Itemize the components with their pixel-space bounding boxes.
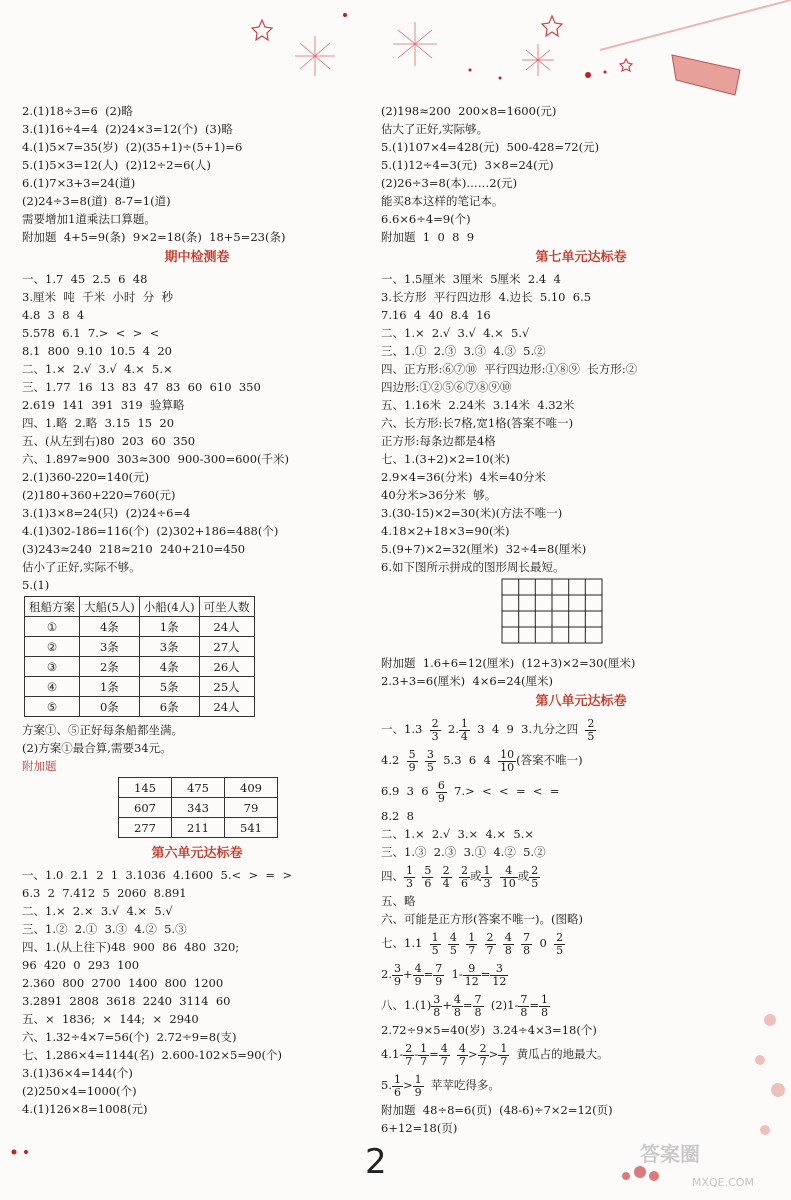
answer-line: 4.(1)126×8=1008(元) [22, 1102, 148, 1116]
table-cell: 475 [172, 778, 225, 798]
table-cell: 26人 [199, 657, 254, 677]
fraction: $\frac{2}{5}$ [556, 930, 564, 957]
answer-line: 3.(1)36×4=144(个) [22, 1066, 133, 1080]
answer-line: 估小了正好,实际不够。 [22, 560, 141, 574]
answer-line: 5.(1)107×4=428(元) 500-428=72(元) [381, 140, 600, 154]
fraction: $\frac{1}{5}$ [431, 930, 439, 957]
answer-line: 3.厘米 吨 千米 小时 分 秒 [22, 290, 174, 304]
answer-line: 一、1.5厘米 3厘米 5厘米 2.4 4 [381, 272, 561, 286]
answer-line: 附加题 48÷8=6(页) (48-6)÷7×2=12(页) [381, 1103, 613, 1117]
answer-line: 七、1.1 $\frac{1}{5}$ $\frac{4}{5}$ $\frac{1}{7}$ $\frac{2}{7}$ $\frac{4}{8}$ $\frac{7}{8}$ 0 $\frac{2}{5}$ [381, 930, 564, 957]
fraction: $\frac{4}{7}$ [459, 1041, 467, 1068]
pencil-box-icon [600, 0, 791, 95]
section-title-unit6: 第六单元达标卷 [151, 846, 243, 861]
fraction: $\frac{2}{7}$ [479, 1041, 487, 1068]
answer-line: 6+12=18(页) [381, 1121, 458, 1135]
fraction: $\frac{9}{12}$ [464, 961, 479, 988]
answer-line: 3.2891 2808 3618 2240 3114 60 [22, 994, 231, 1008]
answer-line: 4.8 3 8 4 [22, 308, 85, 322]
fraction: $\frac{1}{9}$ [414, 1072, 422, 1099]
table-cell: 277 [119, 818, 172, 838]
answer-line: 4.(1)302-186=116(个) (2)302+186=488(个) [22, 524, 279, 538]
fraction: $\frac{2}{7}$ [486, 930, 494, 957]
answer-line: 三、1.77 16 13 83 47 83 60 610 350 [22, 380, 261, 394]
fraction: $\frac{1}{8}$ [541, 992, 548, 1019]
fraction: $\frac{10}{10}$ [500, 747, 515, 774]
answer-line: 3.(30-15)×2=30(米)(方法不唯一) [381, 506, 563, 520]
answer-line: 附加题 1 0 8 9 [381, 230, 475, 244]
fraction: $\frac{3}{5}$ [426, 747, 434, 774]
answer-line: 4.18×2+18×3=90(米) [381, 524, 510, 538]
answer-line: 5. $\frac{1}{6}$ > $\frac{1}{9}$ 苹苹吃得多。 [381, 1072, 500, 1099]
answer-line: (2)24÷3=8(道) 8-7=1(道) [22, 194, 171, 208]
answer-line: (2)方案①最合算,需要34元。 [22, 741, 172, 755]
answer-line: 40分米>36分米 够。 [381, 488, 497, 502]
table-row [119, 778, 278, 798]
answer-line: 6.6×6÷4=9(个) [381, 212, 471, 226]
table-cell: 1条 [139, 617, 199, 637]
answer-line: 2.72÷9×5=40(岁) 3.24÷4×3=18(个) [381, 1023, 597, 1037]
answer-line: 5.(1) [22, 578, 50, 592]
fraction: $\frac{2}{5}$ [531, 863, 539, 890]
answer-line: (2)250×4=1000(个) [22, 1084, 137, 1098]
firework-icon [295, 22, 554, 76]
answer-line: 能买8本这样的笔记本。 [381, 194, 504, 208]
fraction: $\frac{1}{7}$ [468, 930, 476, 957]
fraction: $\frac{3}{9}$ [393, 961, 401, 988]
table-cell: 27人 [199, 637, 254, 657]
answer-line: 四、1.略 2.略 3.15 15 20 [22, 416, 175, 430]
table-row [25, 677, 255, 697]
fraction: $\frac{4}{8}$ [504, 930, 512, 957]
section-title-unit8: 第八单元达标卷 [535, 694, 627, 709]
answer-line: (2)26÷3=8(本)……2(元) [381, 176, 518, 190]
answer-line: 5.(1)5×3=12(人) (2)12÷2=6(人) [22, 158, 211, 172]
left-top-block [22, 102, 372, 246]
answer-line: 二、1.× 2.√ 3.× 4.× 5.× [381, 827, 534, 841]
fraction: $\frac{3}{8}$ [433, 992, 441, 1019]
table-row [25, 637, 255, 657]
answer-line: 需要增加1道乘法口算题。 [22, 212, 156, 226]
right-top-block [381, 102, 781, 246]
answer-line: 一、1.0 2.1 2 1 3.1036 4.1600 5.< > = > [22, 868, 293, 882]
table-cell: ② [25, 637, 80, 657]
fraction: $\frac{7}{8}$ [523, 930, 531, 957]
watermark-url: MXQE.COM [692, 1176, 754, 1189]
answer-line: 4.(1)5×7=35(岁) (2)(35+1)÷(5+1)=6 [22, 140, 243, 154]
table-cell: ① [25, 617, 80, 637]
table-cell: 6条 [139, 697, 199, 717]
fraction: $\frac{7}{9}$ [435, 961, 443, 988]
answer-line: 二、1.× 2.√ 3.√ 4.× 5.√ [381, 326, 530, 340]
answer-line: 四、 $\frac{1}{3}$ $\frac{5}{6}$ $\frac{2}{4}$ $\frac{2}{6}$ 或 $\frac{1}{3}$ $\frac{4}{10}$ 或 $\frac{2}{5}$ [381, 863, 539, 890]
fraction: $\frac{1}{4}$ [460, 716, 468, 743]
answer-line: 二、1.× 2.× 3.√ 4.× 5.√ [22, 904, 173, 918]
dot-decoration [343, 13, 607, 80]
table-cell: 1条 [80, 677, 140, 697]
fraction: $\frac{2}{4}$ [442, 863, 450, 890]
answer-line: 五、(从左到右)80 203 60 350 [22, 434, 196, 448]
answer-line: 四边形:①②⑤⑥⑦⑧⑨⑩ [381, 380, 512, 394]
table-row [119, 798, 278, 818]
fraction: $\frac{4}{7}$ [440, 1041, 448, 1068]
table-cell: ③ [25, 657, 80, 677]
answer-line: 2.(1)18÷3=6 (2)略 [22, 104, 133, 118]
answer-line: 一、1.7 45 2.5 6 48 [22, 272, 148, 286]
answer-line: (2)198≈200 200×8=1600(元) [381, 104, 557, 118]
fraction: $\frac{4}{5}$ [449, 930, 457, 957]
table-cell: 2条 [80, 657, 140, 677]
section-title-midterm: 期中检测卷 [164, 250, 230, 265]
table-cell: ⑤ [25, 697, 80, 717]
fraction: $\frac{1}{3}$ [483, 863, 491, 890]
answer-line: 7.16 4 40 8.4 16 [381, 308, 491, 322]
table-header-cell: 大船(5人) [80, 597, 140, 617]
answer-line: 2.(1)360-220=140(元) [22, 470, 150, 484]
answer-line: 4.2 $\frac{5}{9}$ $\frac{3}{5}$ 5.3 6 4 $\frac{10}{10}$ (答案不唯一) [381, 747, 583, 774]
answer-line: 6.如下图所示拼成的图形周长最短。 [381, 560, 565, 574]
bonus-label: 附加题 [22, 759, 57, 773]
table-row [119, 818, 278, 838]
table-cell: 3条 [80, 637, 140, 657]
fraction: $\frac{1}{6}$ [393, 1072, 401, 1099]
answer-line: 5.578 6.1 7.> < > < [22, 326, 160, 340]
table-cell: 24人 [199, 617, 254, 637]
grid-figure [501, 578, 603, 644]
fraction: $\frac{2}{3}$ [431, 716, 439, 743]
answer-line: 六、1.32÷4×7=56(个) 2.72÷9=8(支) [22, 1030, 237, 1044]
answer-line: 三、1.③ 2.③ 3.① 4.② 5.② [381, 845, 546, 859]
unit6-block [22, 866, 372, 1118]
answer-line: 4.1- $\frac{2}{7}$ - $\frac{1}{7}$ = $\frac{4}{7}$ $\frac{4}{7}$ > $\frac{2}{7}$ > $\frac{1}{7}$ 黄瓜占的地最大。 [381, 1041, 609, 1068]
bottom-left-dots [12, 1150, 29, 1155]
answer-line: 四、正方形:⑥⑦⑩ 平行四边形:①⑧⑨ 长方形:② [381, 362, 638, 376]
table-row [25, 657, 255, 677]
table-cell: 343 [172, 798, 225, 818]
answer-line: 附加题 1.6+6=12(厘米) (12+3)×2=30(厘米) [381, 656, 636, 670]
answer-line: 正方形:每条边都是4格 [381, 434, 496, 448]
table-header-cell: 可坐人数 [199, 597, 254, 617]
fraction: $\frac{5}{6}$ [424, 863, 432, 890]
fraction: $\frac{2}{5}$ [587, 716, 595, 743]
answer-line: 三、1.① 2.③ 3.③ 4.③ 5.② [381, 344, 546, 358]
answer-line: 五、× 1836; × 144; × 2940 [22, 1012, 199, 1026]
fraction: $\frac{7}{8}$ [474, 992, 482, 1019]
table-row [25, 697, 255, 717]
table-header-cell: 小船(4人) [139, 597, 199, 617]
watermark-logo: 答案圈 [640, 1142, 700, 1166]
answer-line: 五、略 [381, 894, 416, 908]
answer-line: 5.(9+7)×2=32(厘米) 32÷4=8(厘米) [381, 542, 587, 556]
answer-line: 3.长方形 平行四边形 4.边长 5.10 6.5 [381, 290, 592, 304]
answer-line: 6.3 2 7.412 5 2060 8.891 [22, 886, 187, 900]
fraction: $\frac{3}{12}$ [492, 961, 507, 988]
fraction: $\frac{7}{8}$ [520, 992, 528, 1019]
table-cell: 0条 [80, 697, 140, 717]
answer-line: 8.2 8 [381, 809, 414, 823]
table-cell: 24人 [199, 697, 254, 717]
answer-line: 2.9×4=36(分米) 4米=40分米 [381, 470, 546, 484]
table-header-cell: 租船方案 [25, 597, 80, 617]
fraction: $\frac{4}{8}$ [453, 992, 461, 1019]
table-row [25, 617, 255, 637]
boat-rental-table [24, 596, 255, 717]
answer-line: 七、1.286×4=1144(名) 2.600-102×5=90(个) [22, 1048, 283, 1062]
fraction: $\frac{6}{9}$ [437, 778, 445, 805]
page-number: 2 [365, 1142, 387, 1182]
table-cell: 25人 [199, 677, 254, 697]
table-cell: 607 [119, 798, 172, 818]
fraction: $\frac{5}{9}$ [408, 747, 416, 774]
table-header-row [25, 597, 255, 617]
left-column [22, 102, 372, 1118]
table-cell: 211 [172, 818, 225, 838]
table-cell: 4条 [139, 657, 199, 677]
answer-line: 六、长方形:长7格,宽1格(答案不唯一) [381, 416, 574, 430]
right-column [381, 102, 781, 1137]
unit8-block [381, 714, 781, 1137]
fraction: $\frac{1}{7}$ [420, 1041, 428, 1068]
section-title-unit7: 第七单元达标卷 [535, 250, 627, 265]
answer-line: 2.619 141 391 319 验算略 [22, 398, 185, 412]
answer-line: 七、1.(3+2)×2=10(米) [381, 452, 510, 466]
answer-line: 五、1.16米 2.24米 3.14米 4.32米 [381, 398, 575, 412]
answer-line: 估大了正好,实际够。 [381, 122, 489, 136]
answer-line: 三、1.② 2.① 3.③ 4.② 5.③ [22, 922, 187, 936]
fraction: $\frac{4}{10}$ [501, 863, 516, 890]
table-cell: 4条 [80, 617, 140, 637]
table-cell: 5条 [139, 677, 199, 697]
answer-line: 6.9 3 6 $\frac{6}{9}$ 7.> < < = < = [381, 778, 560, 805]
answer-line: 一、1.3 $\frac{2}{3}$ 2. $\frac{1}{4}$ 3 4 9 3.九分之四 $\frac{2}{5}$ [381, 716, 595, 743]
answer-line: (3)243≈240 218≈210 240+210=450 [22, 542, 246, 556]
answer-line: 四、1.(从上往下)48 900 86 480 320; [22, 940, 240, 954]
table-cell: 409 [225, 778, 278, 798]
fraction: $\frac{4}{9}$ [414, 961, 422, 988]
answer-line: 96 420 0 293 100 [22, 958, 140, 972]
bonus-number-table [118, 777, 278, 838]
answer-line: 3.(1)16÷4=4 (2)24×3=12(个) (3)略 [22, 122, 233, 136]
answer-line: 6.(1)7×3+3=24(道) [22, 176, 136, 190]
answer-line: 附加题 4+5=9(条) 9×2=18(条) 18+5=23(条) [22, 230, 286, 244]
answer-line: (2)180+360+220=760(元) [22, 488, 176, 502]
midterm-block [22, 270, 372, 838]
table-cell: 3条 [139, 637, 199, 657]
answer-line: 二、1.× 2.√ 3.√ 4.× 5.× [22, 362, 173, 376]
fraction: $\frac{2}{7}$ [405, 1041, 413, 1068]
answer-line: 六、可能是正方形(答案不唯一)。(图略) [381, 912, 583, 926]
fraction: $\frac{1}{7}$ [500, 1041, 508, 1068]
answer-line: 8.1 800 9.10 10.5 4 20 [22, 344, 172, 358]
table-cell: 145 [119, 778, 172, 798]
table-cell: 79 [225, 798, 278, 818]
star-icon [252, 16, 632, 71]
answer-line: 2.3+3=6(厘米) 4×6=24(厘米) [381, 674, 553, 688]
answer-line: 2. $\frac{3}{9}$ + $\frac{4}{9}$ = $\frac{7}{9}$ 1- $\frac{9}{12}$ = $\frac{3}{12}$ [381, 961, 507, 988]
answer-line: 六、1.897≈900 303≈300 900-300=600(千米) [22, 452, 290, 466]
answer-line: 2.360 800 2700 1400 800 1200 [22, 976, 224, 990]
answer-line: 八、1.(1) $\frac{3}{8}$ + $\frac{4}{8}$ = $\frac{7}{8}$ (2)1- $\frac{7}{8}$ = $\frac{1}{8}$ [381, 992, 548, 1019]
answer-line: 3.(1)3×8=24(只) (2)24÷6=4 [22, 506, 191, 520]
answer-line: 5.(1)12÷4=3(元) 3×8=24(元) [381, 158, 554, 172]
table-cell: ④ [25, 677, 80, 697]
answer-line: 方案①、⑤正好每条船都坐满。 [22, 723, 183, 737]
fraction: $\frac{1}{3}$ [406, 863, 413, 890]
fraction: $\frac{2}{6}$ [460, 863, 468, 890]
unit7-block [381, 270, 781, 690]
table-cell: 541 [225, 818, 278, 838]
